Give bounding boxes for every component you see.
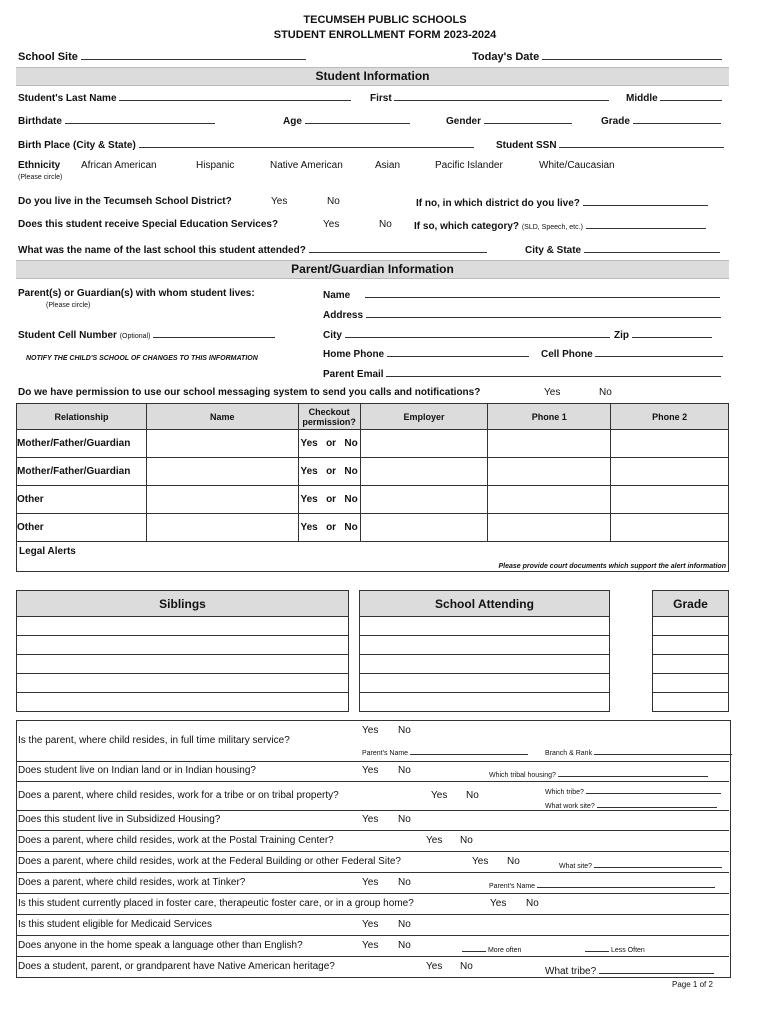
- district-field[interactable]: [583, 196, 708, 206]
- name-cell[interactable]: [146, 514, 298, 542]
- federal-yes[interactable]: Yes: [472, 856, 489, 867]
- employer-cell[interactable]: [360, 430, 488, 458]
- gender-field[interactable]: [484, 114, 572, 124]
- phone2-cell[interactable]: [611, 514, 729, 542]
- sibling-row[interactable]: [17, 617, 349, 636]
- school-attending-table: [359, 590, 610, 712]
- checkout-cell[interactable]: Yes or No: [298, 514, 360, 542]
- language-yes[interactable]: Yes: [362, 940, 379, 951]
- phone1-cell[interactable]: [488, 486, 611, 514]
- city-field[interactable]: [345, 328, 610, 338]
- federal-site: What site?: [559, 858, 722, 870]
- middle-name-field[interactable]: [660, 91, 722, 101]
- employer-cell[interactable]: [360, 486, 488, 514]
- language-no[interactable]: No: [398, 940, 411, 951]
- last-school-city-label: City & State: [525, 243, 720, 256]
- federal-question: Does a parent, where child resides, work at the Federal Building or other Federal Site?: [18, 856, 401, 867]
- student-info-header: Student Information: [16, 67, 729, 86]
- sibling-row[interactable]: [17, 655, 349, 674]
- legal-alerts-note: Please provide court documents which support the alert information: [498, 563, 726, 570]
- school-site-label: School Site: [18, 50, 306, 63]
- zip-label: Zip: [614, 328, 712, 341]
- foster-yes[interactable]: Yes: [490, 898, 507, 909]
- employer-cell[interactable]: [360, 458, 488, 486]
- federal-site-field[interactable]: [594, 858, 722, 868]
- school-site-field[interactable]: [81, 50, 306, 60]
- school-row[interactable]: [360, 655, 610, 674]
- ethnicity-option-african-american[interactable]: African American: [81, 160, 157, 171]
- parent-email-label: Parent Email: [323, 367, 721, 380]
- grade-row[interactable]: [653, 617, 729, 636]
- postal-yes[interactable]: Yes: [426, 835, 443, 846]
- birth-place-label: Birth Place (City & State): [18, 138, 474, 151]
- military-branch-field[interactable]: [594, 745, 732, 755]
- col-phone1: Phone 1: [488, 404, 611, 430]
- siblings-header: Siblings: [17, 591, 349, 617]
- gender-label: Gender: [446, 114, 572, 127]
- tinker-parent-field[interactable]: [537, 878, 715, 888]
- legal-alerts-cell[interactable]: [17, 542, 729, 572]
- district-question: Do you live in the Tecumseh School District?: [18, 196, 232, 207]
- tinker-parent-name: Parent's Name: [489, 878, 715, 890]
- military-yes[interactable]: Yes: [362, 725, 379, 736]
- table-row: [17, 430, 729, 458]
- native-yes[interactable]: Yes: [426, 961, 443, 972]
- less-often: Less Often: [585, 942, 645, 954]
- foster-question: Is this student currently placed in foster care, therapeutic foster care, or in a group home?: [18, 898, 414, 909]
- grade-header: Grade: [653, 591, 729, 617]
- grade-row[interactable]: [653, 674, 729, 693]
- medicaid-question: Is this student eligible for Medicaid Services: [18, 919, 212, 930]
- military-parent-field[interactable]: [410, 745, 528, 755]
- school-row[interactable]: [360, 617, 610, 636]
- todays-date-field[interactable]: [542, 50, 722, 60]
- cell-number-label: Student Cell Number (Optional): [18, 328, 275, 341]
- employer-cell[interactable]: [360, 514, 488, 542]
- middle-name-label: Middle: [626, 91, 722, 104]
- cell-phone-field[interactable]: [595, 347, 723, 357]
- legal-alerts-label: Legal Alerts: [19, 546, 76, 557]
- ethnicity-label: Ethnicity: [18, 160, 61, 171]
- contacts-table: [16, 403, 729, 572]
- col-phone2: Phone 2: [611, 404, 729, 430]
- sped-no[interactable]: No: [379, 219, 392, 230]
- medicaid-yes[interactable]: Yes: [362, 919, 379, 930]
- less-often-field[interactable]: [585, 942, 609, 952]
- col-checkout: Checkout permission?: [298, 404, 360, 430]
- indian-land-question: Does student live on Indian land or in Indian housing?: [18, 765, 256, 776]
- tinker-no[interactable]: No: [398, 877, 411, 888]
- name-cell[interactable]: [146, 458, 298, 486]
- which-tribe: Which tribe?: [545, 784, 721, 796]
- military-no[interactable]: No: [398, 725, 411, 736]
- tribe-work-question: Does a parent, where child resides, work for a tribe or on tribal property?: [18, 790, 339, 801]
- indian-land-no[interactable]: No: [398, 765, 411, 776]
- sped-followup: If so, which category? (SLD, Speech, etc.): [414, 219, 706, 232]
- name-cell[interactable]: [146, 430, 298, 458]
- district-yes[interactable]: Yes: [271, 196, 288, 207]
- parent-email-field[interactable]: [386, 367, 721, 377]
- ethnicity-option-hispanic[interactable]: Hispanic: [196, 160, 235, 171]
- sped-question: Does this student receive Special Education Services?: [18, 219, 279, 230]
- foster-no[interactable]: No: [526, 898, 539, 909]
- last-school-city-field[interactable]: [584, 243, 720, 253]
- grade-table: [652, 590, 729, 712]
- table-row: [17, 486, 729, 514]
- first-name-field[interactable]: [394, 91, 609, 101]
- tinker-question: Does a parent, where child resides, work at Tinker?: [18, 877, 246, 888]
- messaging-no[interactable]: No: [599, 387, 612, 398]
- ethnicity-option-white[interactable]: White/Caucasian: [539, 160, 615, 171]
- phone2-cell[interactable]: [611, 458, 729, 486]
- district-followup: If no, in which district do you live?: [416, 196, 708, 209]
- notify-note: NOTIFY THE CHILD'S SCHOOL OF CHANGES TO THIS INFORMATION: [26, 355, 258, 362]
- cell-number-field[interactable]: [153, 328, 275, 338]
- todays-date-label: Today's Date: [472, 50, 722, 63]
- grade-row[interactable]: [653, 693, 729, 712]
- school-name: TECUMSEH PUBLIC SCHOOLS: [303, 14, 467, 26]
- sibling-row[interactable]: [17, 636, 349, 655]
- sped-yes[interactable]: Yes: [323, 219, 340, 230]
- name-cell[interactable]: [146, 486, 298, 514]
- phone1-cell[interactable]: [488, 458, 611, 486]
- federal-no[interactable]: No: [507, 856, 520, 867]
- relationship-cell: Other: [17, 486, 147, 514]
- postal-question: Does a parent, where child resides, work at the Postal Training Center?: [18, 835, 334, 846]
- native-no[interactable]: No: [460, 961, 473, 972]
- medicaid-no[interactable]: No: [398, 919, 411, 930]
- native-tribe: What tribe?: [545, 964, 714, 977]
- military-question: Is the parent, where child resides, in full time military service?: [18, 735, 290, 746]
- subsidized-question: Does this student live in Subsidized Housing?: [18, 814, 221, 825]
- last-school-label: What was the name of the last school this student attended?: [18, 243, 487, 256]
- checkout-cell[interactable]: Yes or No: [298, 430, 360, 458]
- military-parent-name: Parent's Name: [362, 745, 528, 757]
- last-school-field[interactable]: [309, 243, 487, 253]
- native-question: Does a student, parent, or grandparent have Native American heritage?: [18, 961, 335, 972]
- page-number: Page 1 of 2: [672, 980, 713, 989]
- grade-field[interactable]: [633, 114, 721, 124]
- district-no[interactable]: No: [327, 196, 340, 207]
- ssn-field[interactable]: [559, 138, 724, 148]
- tribe-work-no[interactable]: No: [466, 790, 479, 801]
- native-tribe-field[interactable]: [599, 964, 714, 974]
- sped-category-field[interactable]: [586, 219, 706, 229]
- last-name-field[interactable]: [119, 91, 351, 101]
- tinker-yes[interactable]: Yes: [362, 877, 379, 888]
- relationship-cell: Mother/Father/Guardian: [17, 458, 147, 486]
- grade-row[interactable]: [653, 636, 729, 655]
- subsidized-yes[interactable]: Yes: [362, 814, 379, 825]
- lives-with-note: (Please circle): [46, 302, 91, 309]
- phone2-cell[interactable]: [611, 486, 729, 514]
- work-site-field[interactable]: [597, 798, 717, 808]
- siblings-table: [16, 590, 349, 712]
- col-name: Name: [146, 404, 298, 430]
- tribal-housing: Which tribal housing?: [489, 767, 708, 779]
- age-label: Age: [283, 114, 410, 127]
- ssn-label: Student SSN: [496, 138, 724, 151]
- sibling-row[interactable]: [17, 693, 349, 712]
- first-name-label: First: [370, 91, 609, 104]
- messaging-yes[interactable]: Yes: [544, 387, 561, 398]
- school-row[interactable]: [360, 693, 610, 712]
- ethnicity-option-asian[interactable]: Asian: [375, 160, 401, 171]
- col-relationship: Relationship: [17, 404, 147, 430]
- work-site: What work site?: [545, 798, 717, 810]
- phone1-cell[interactable]: [488, 430, 611, 458]
- city-label: City: [323, 328, 610, 341]
- checkout-cell[interactable]: Yes or No: [298, 458, 360, 486]
- checkout-cell[interactable]: Yes or No: [298, 486, 360, 514]
- home-phone-field[interactable]: [387, 347, 529, 357]
- postal-no[interactable]: No: [460, 835, 473, 846]
- which-tribe-field[interactable]: [586, 784, 721, 794]
- birth-place-field[interactable]: [139, 138, 474, 148]
- phone1-cell[interactable]: [488, 514, 611, 542]
- grade-label: Grade: [601, 114, 721, 127]
- parent-name-field[interactable]: [365, 288, 720, 298]
- legal-alerts-row: [17, 542, 729, 572]
- lives-with-label: Parent(s) or Guardian(s) with whom student lives:: [18, 288, 255, 299]
- age-field[interactable]: [305, 114, 410, 124]
- parent-info-header: Parent/Guardian Information: [16, 260, 729, 279]
- table-row: [17, 458, 729, 486]
- relationship-cell: Mother/Father/Guardian: [17, 430, 147, 458]
- tribe-work-yes[interactable]: Yes: [431, 790, 448, 801]
- birthdate-label: Birthdate: [18, 114, 215, 127]
- sibling-row[interactable]: [17, 674, 349, 693]
- parent-address-field[interactable]: [366, 308, 721, 318]
- parent-name-label: Name: [323, 288, 720, 301]
- military-branch: Branch & Rank: [545, 745, 732, 757]
- ethnicity-note: (Please circle): [18, 174, 63, 181]
- tribal-housing-field[interactable]: [558, 767, 708, 777]
- ethnicity-option-native-american[interactable]: Native American: [270, 160, 343, 171]
- more-often: More often: [462, 942, 521, 954]
- phone2-cell[interactable]: [611, 430, 729, 458]
- zip-field[interactable]: [632, 328, 712, 338]
- subsidized-no[interactable]: No: [398, 814, 411, 825]
- home-phone-label: Home Phone: [323, 347, 529, 360]
- messaging-question: Do we have permission to use our school messaging system to send you calls and notifications?: [18, 387, 481, 398]
- language-question: Does anyone in the home speak a language other than English?: [18, 940, 303, 951]
- form-title: STUDENT ENROLLMENT FORM 2023-2024: [273, 29, 497, 41]
- school-attending-header: School Attending: [360, 591, 610, 617]
- indian-land-yes[interactable]: Yes: [362, 765, 379, 776]
- ethnicity-option-pacific-islander[interactable]: Pacific Islander: [435, 160, 503, 171]
- school-row[interactable]: [360, 674, 610, 693]
- last-name-label: Student's Last Name: [18, 91, 351, 104]
- birthdate-field[interactable]: [65, 114, 215, 124]
- table-row: [17, 514, 729, 542]
- relationship-cell: Other: [17, 514, 147, 542]
- col-employer: Employer: [360, 404, 488, 430]
- parent-address-label: Address: [323, 308, 721, 321]
- more-often-field[interactable]: [462, 942, 486, 952]
- school-row[interactable]: [360, 636, 610, 655]
- cell-phone-label: Cell Phone: [541, 347, 723, 360]
- grade-row[interactable]: [653, 655, 729, 674]
